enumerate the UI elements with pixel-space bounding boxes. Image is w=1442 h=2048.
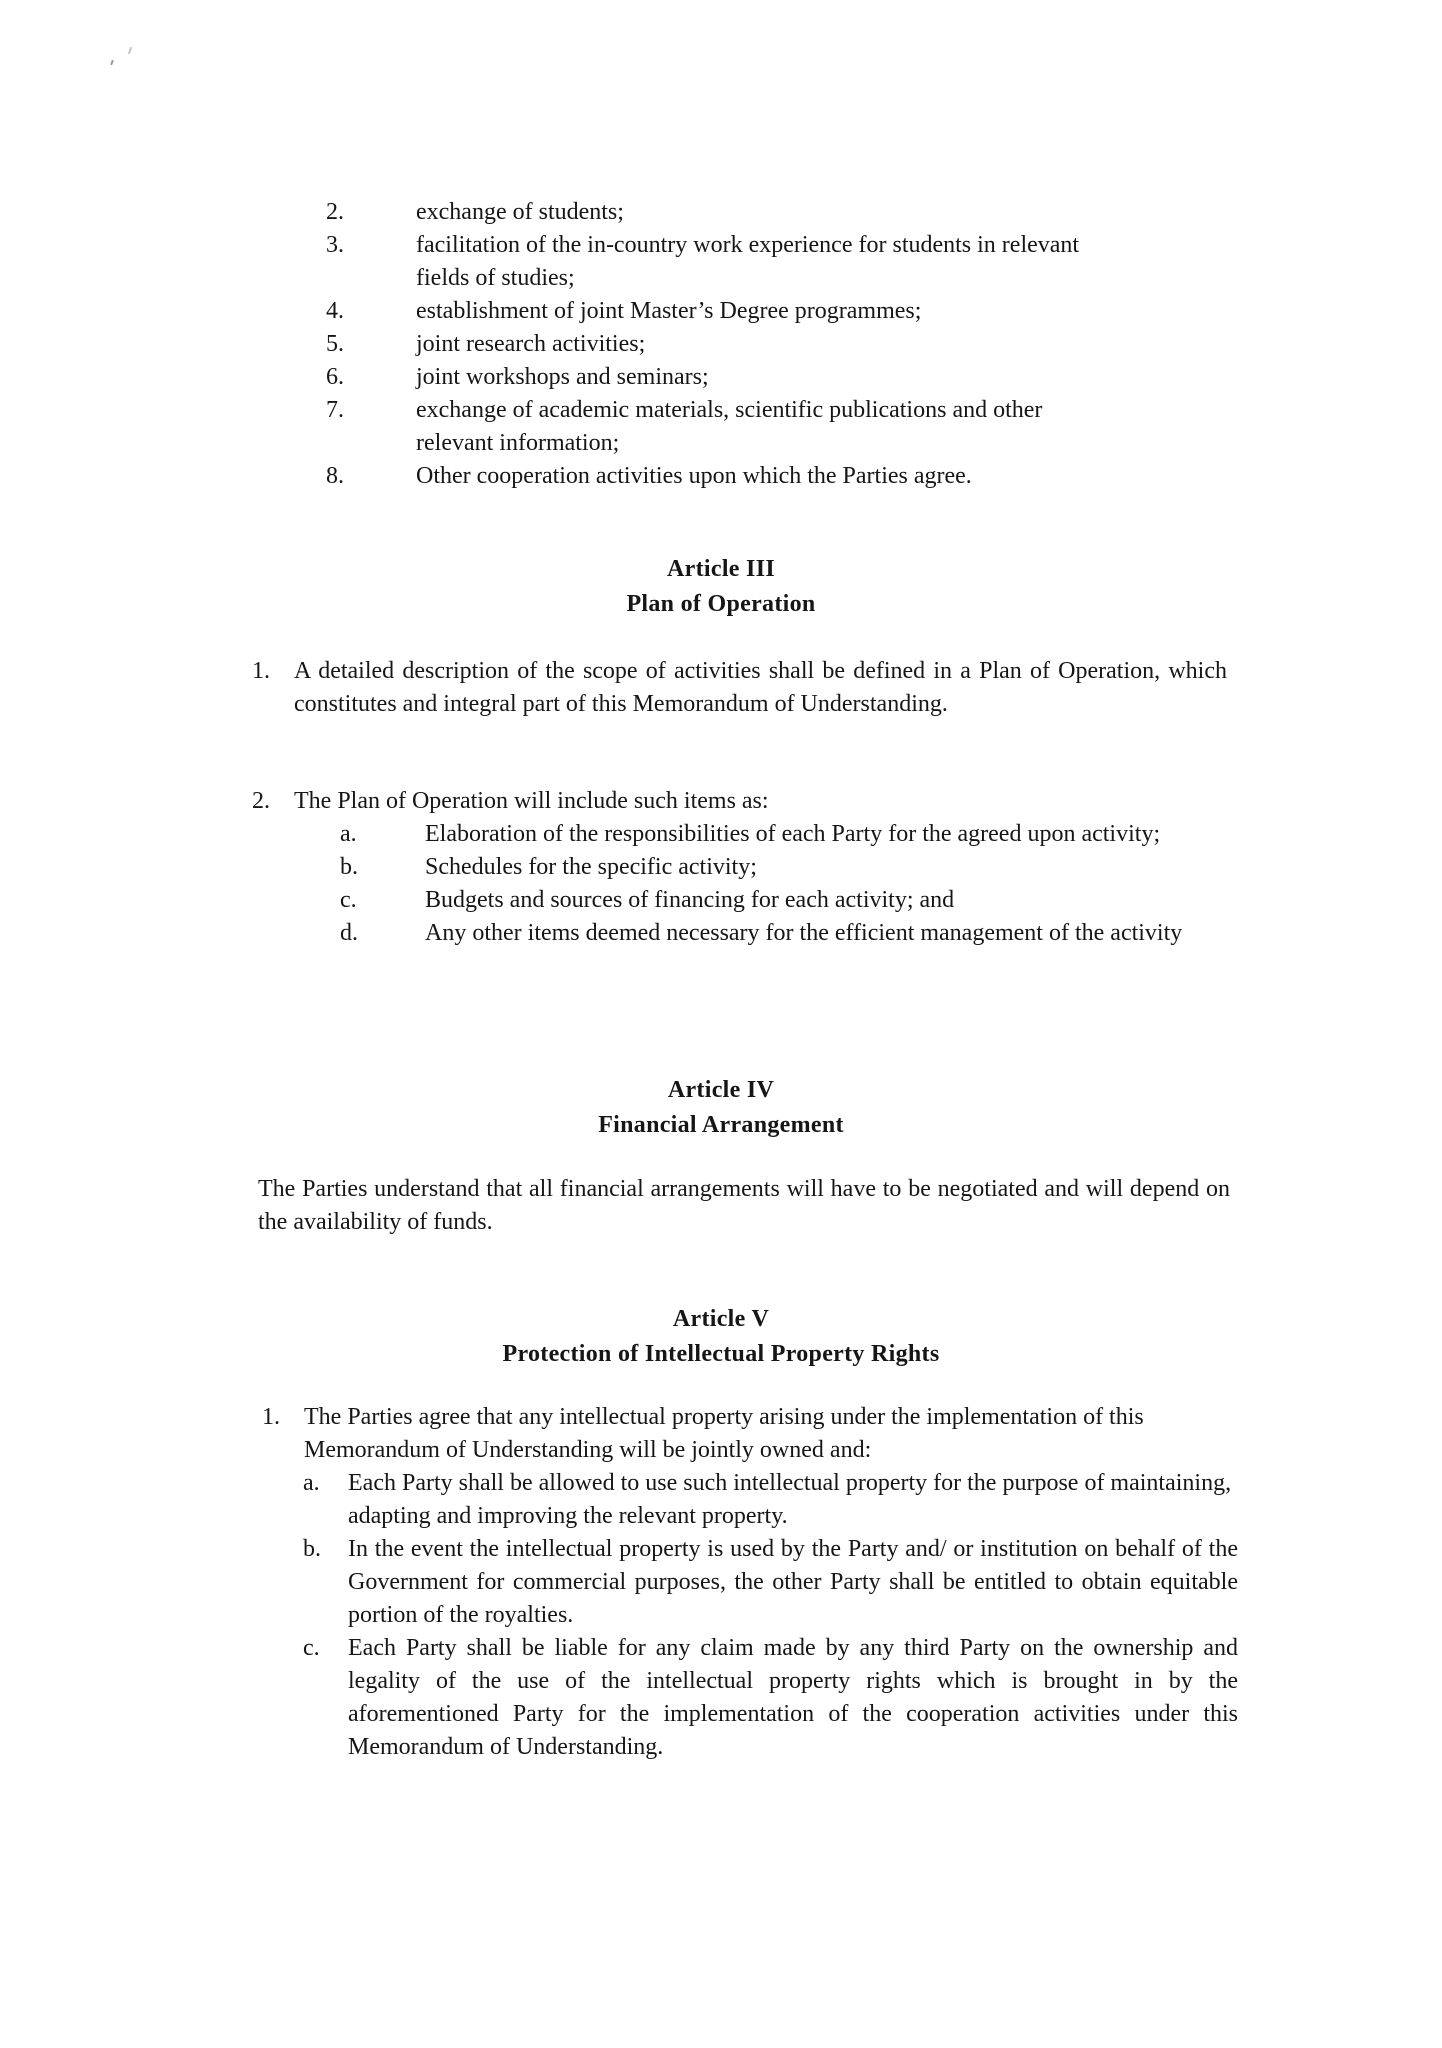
list-item [340,851,1227,884]
list-item [303,1632,1238,1764]
article-label: Article IV [667,1077,775,1103]
paragraph-text: The Plan of Operation will include such items as: [294,788,769,814]
scan-speck [128,47,132,54]
ip-rights-list [303,1467,1238,1764]
list-letter: d. [340,920,358,946]
list-item [326,328,1186,361]
list-number: 4. [326,298,344,324]
list-number: 6. [326,364,344,390]
article-title: Financial Arrangement [598,1112,844,1138]
list-number: 2. [326,199,344,225]
paragraph-number: 2. [252,788,270,814]
article-v-heading [0,1302,1442,1372]
list-item [326,460,1186,493]
list-item [303,1467,1238,1533]
list-letter: c. [340,887,357,913]
list-item [326,361,1186,394]
article-iii-heading [0,552,1442,622]
article-title: Protection of Intellectual Property Rights [502,1341,940,1367]
list-item [303,1533,1238,1632]
list-text: Any other items deemed necessary for the efficient management of the activity [425,920,1183,946]
list-text: Budgets and sources of financing for each activity; and [425,887,955,913]
list-text: joint workshops and seminars; [416,364,709,390]
paragraph-number: 1. [252,658,270,684]
list-text: establishment of joint Master’s Degree programmes; [416,298,922,324]
list-item [326,394,1186,460]
list-text: exchange of students; [416,199,624,225]
list-letter: b. [340,854,358,880]
list-text: In the event the intellectual property is used by the Party and/ or institution on behalf of the Government for commercial purposes, the other Party shall be entitled to obtain equitable portion of the royalties. [348,1536,1238,1628]
list-item [326,196,1186,229]
list-number: 5. [326,331,344,357]
article-iii-paragraph-1 [252,655,1227,721]
list-letter: b. [303,1536,321,1562]
article-iv-paragraph: The Parties understand that all financial arrangements will have to be negotiated and will depend on the availability of funds. [258,1176,1230,1235]
list-number: 7. [326,397,344,423]
list-item [340,917,1227,950]
list-item [340,884,1227,917]
list-item [340,818,1227,851]
list-number: 8. [326,463,344,489]
list-text: Each Party shall be allowed to use such intellectual property for the purpose of maintaining, adapting and improving the relevant property. [348,1470,1232,1529]
plan-items-list [340,818,1227,950]
list-letter: c. [303,1635,320,1661]
list-text: Each Party shall be liable for any claim made by any third Party on the ownership and legality of the use of the intellectual property rights which is brought in by the aforementioned Party for the implementation of the cooperation activities under this Memorandum of Understanding. [348,1635,1238,1760]
paragraph-text: The Parties agree that any intellectual property arising under the implementation of this Memorandum of Understanding will be jointly owned and: [304,1404,1144,1463]
paragraph-text: A detailed description of the scope of activities shall be defined in a Plan of Operation, which constitutes and integral part of this Memorandum of Understanding. [294,658,1227,717]
list-number: 3. [326,232,344,258]
list-text: Schedules for the specific activity; [425,854,757,880]
article-label: Article V [672,1306,770,1332]
list-text: Other cooperation activities upon which the Parties agree. [416,463,972,489]
list-text: Elaboration of the responsibilities of each Party for the agreed upon activity; [425,821,1161,847]
article-ii-activity-list [326,196,1186,493]
list-letter: a. [303,1470,320,1496]
list-item [326,295,1186,328]
paragraph-number: 1. [262,1404,280,1430]
list-letter: a. [340,821,357,847]
article-title: Plan of Operation [626,591,816,617]
article-v-paragraph-1 [262,1401,1238,1764]
scan-speck [110,60,114,65]
list-item [326,229,1186,295]
article-label: Article III [667,556,775,582]
article-iii-paragraph-2 [252,785,1227,950]
list-text: exchange of academic materials, scientific publications and other relevant information; [416,397,1043,456]
article-iv-heading [0,1073,1442,1143]
list-text: joint research activities; [416,331,646,357]
list-text: facilitation of the in-country work experience for students in relevant fields of studies; [416,232,1080,291]
